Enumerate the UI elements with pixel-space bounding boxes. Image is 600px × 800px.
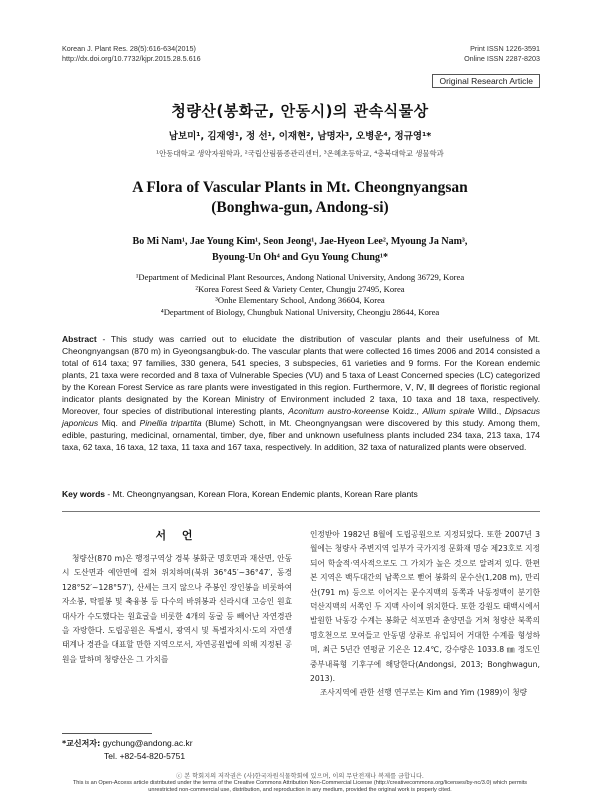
abstract-text-3: Willd., <box>474 406 505 416</box>
footnote-divider <box>62 733 152 734</box>
species-name: Pinellia tripartita <box>139 418 202 428</box>
affiliation-1: ¹Department of Medicinal Plant Resources, Andong National University, Andong 36729, Korea <box>135 272 465 282</box>
keywords-label: Key words <box>62 489 105 499</box>
abstract-text-4: Miq. and <box>98 418 140 428</box>
english-authors-line2: Byoung-Un Oh⁴ and Gyu Young Chung¹* <box>212 252 388 263</box>
korean-authors: 남보미¹, 김재영¹, 정 선¹, 이재현², 남명자³, 오병운⁴, 정규영¹* <box>168 131 432 142</box>
abstract <box>62 333 540 453</box>
body-column-right <box>310 528 540 701</box>
print-issn: Print ISSN 1226-3591 <box>470 44 540 53</box>
affiliation-4: ⁴Department of Biology, Chungbuk National University, Cheongju 28644, Korea <box>160 306 440 317</box>
corresponding-author-label: *교신저자: <box>62 739 101 748</box>
english-title <box>0 178 600 218</box>
affiliation-2: ²Korea Forest Seed & Variety Center, Chungju 27495, Korea <box>195 283 405 294</box>
abstract-text-5: (Blume) Schott, in Mt. Cheongnyangsan were discovered by this study. Among them, edible, pasturing, medicinal, ornamental, timber, dye, fiber and unknown usefulness plants included 234 taxa, 213 taxa, 174 taxa, 62 taxa, 16 taxa, 12 taxa, 11 taxa and 167 taxa, respectively. In addition, 32 taxa of naturalized plants were observed. <box>62 418 541 452</box>
body-paragraph: 인정받아 1982년 8월에 도립공원으로 지정되었다. 또한 2007년 3월에는 청량사 주변지역 일부가 국가지정 문화재 명승 제23호로 지정되어 학술적·역사적으로도 그 가치가 높은 것으로 알려져 있다. 한편 본 지역은 백두대간의 남쪽으로 뻗어 봉화의 문수산(1,208 m), 만리산(791 m) 등으로 이어지는 문수지맥의 동쪽과 낙동정맥이 분기한 덕산지맥의 서쪽인 두 지맥 사이에 위치한다. 또한 강원도 태백시에서 발원한 낙동강 수계는 봉화군 석포면과 춘양면을 거쳐 청량산 북쪽의 명호천으로 모여들고 안동댐 상류로 유입되어 거대한 수계를 형성하며, 최근 5년간 연평균 기온은 12.4℃, 강수량은 1033.8 ㎜ 정도인 중부내륙형 기후구에 해당한다(Andongsi, 2013; Bonghwagun, 2013). <box>310 530 540 684</box>
korean-affiliations: ¹안동대학교 생약자원학과, ²국립산림품종관리센터, ³온혜초등학교, ⁴충북대학교 생물학과 <box>156 149 444 158</box>
english-title-line1: A Flora of Vascular Plants in Mt. Cheongnyangsan <box>132 179 468 196</box>
english-authors-line1: Bo Mi Nam¹, Jae Young Kim¹, Seon Jeong¹, Jae-Hyeon Lee², Myoung Ja Nam³, <box>132 236 468 247</box>
section-divider <box>62 511 540 512</box>
body-column-left <box>62 552 292 667</box>
license-notice: This is an Open-Access article distributed under the terms of the Creative Commons Attribution Non-Commercial License (http://creativecommons.org/licenses/by-nc/3.0) which permits unrestricted non-commercial use, distribution, and reproduction in any medium, provided the original work is properly cited. <box>72 780 528 794</box>
section-title: 서 언 <box>155 529 199 542</box>
corresponding-phone: Tel. +82-54-820-5751 <box>104 751 186 761</box>
korean-title: 청량산(봉화군, 안동시)의 관속식물상 <box>171 102 429 120</box>
corresponding-author-footnote <box>62 737 193 762</box>
english-title-line2: (Bonghwa-gun, Andong-si) <box>211 199 389 216</box>
affiliation-3: ³Onhe Elementary School, Andong 36604, Korea <box>215 295 385 305</box>
issn-block <box>464 44 540 64</box>
online-issn: Online ISSN 2287-8203 <box>464 54 540 63</box>
abstract-label: Abstract <box>62 334 97 344</box>
english-affiliations <box>0 272 600 318</box>
abstract-text-1: - This study was carried out to elucidate the distribution of vascular plants and their usefulness of Mt. Cheongnyangsan (870 m) in Gyeongsangbuk-do. The vascular plants that were collected 16 times 2006 and 2014 consisted a total of 614 taxa; 97 families, 330 genera, 541 species, 3 subspecies, 61 varieties and 9 forms. For the Korean endemic plants, 21 taxa were recorded and 8 taxa of Vulnerable Species (VU) and 5 taxa of Least Concerned species (LC) categorized by the Korean Forest Service as rare plants were investigated in this region. Furthermore, Ⅴ, Ⅳ, Ⅲ degrees of floristic regional indicator plants designated by the Korean Ministry of Environment included 2 taxa, 10 taxa and 18 taxa, respectively. Moreover, four species of distributional interesting plants, <box>62 334 540 416</box>
keywords <box>62 489 540 499</box>
copyright-notice: ⓒ 본 학회지의 저작권은 (사)한국자원식물학회에 있으며, 이의 무단전재나 복제를 금합니다. <box>176 773 424 780</box>
doi-link[interactable]: http://dx.doi.org/10.7732/kjpr.2015.28.5.616 <box>62 54 201 63</box>
body-paragraph: 조사지역에 관한 선행 연구로는 Kim and Yim (1989)이 청량 <box>320 688 528 698</box>
journal-citation: Korean J. Plant Res. 28(5):616-634(2015) <box>62 44 196 53</box>
english-authors <box>0 234 600 266</box>
species-name: Aconitum austro-koreense <box>288 406 390 416</box>
corresponding-email[interactable]: gychung@andong.ac.kr <box>100 738 193 748</box>
species-name: Dipsacus japonicus <box>62 406 541 428</box>
abstract-text-2: Koidz., <box>389 406 423 416</box>
species-name: Allium spirale <box>422 406 475 416</box>
journal-header <box>62 44 201 64</box>
article-type-badge: Original Research Article <box>432 74 540 88</box>
keywords-text: - Mt. Cheongnyangsan, Korean Flora, Korean Endemic plants, Korean Rare plants <box>105 489 418 499</box>
body-paragraph: 청량산(870 m)은 행정구역상 경북 봉화군 명호면과 재산면, 안동시 도산면과 예안면에 걸쳐 위치하며(북위 36°45′~36°47′, 동경 128°52′~128°57′), 산세는 크지 않으나 주봉인 장인봉을 비롯하여 자소봉, 탁필봉 및 축융봉 등 다수의 바위봉과 신라시대 고승인 원효대사가 수도했다는 원효굴을 비롯한 4개의 동굴 등 빼어난 자연경관을 자랑한다. 도립공원은 특별시, 광역시 및 특별자치시·도의 자연생태계나 경관을 대표할 만한 지역으로서, 자연공원법에 의해 지정된 공원을 말하며 청량산은 그 가치를 <box>62 554 292 664</box>
